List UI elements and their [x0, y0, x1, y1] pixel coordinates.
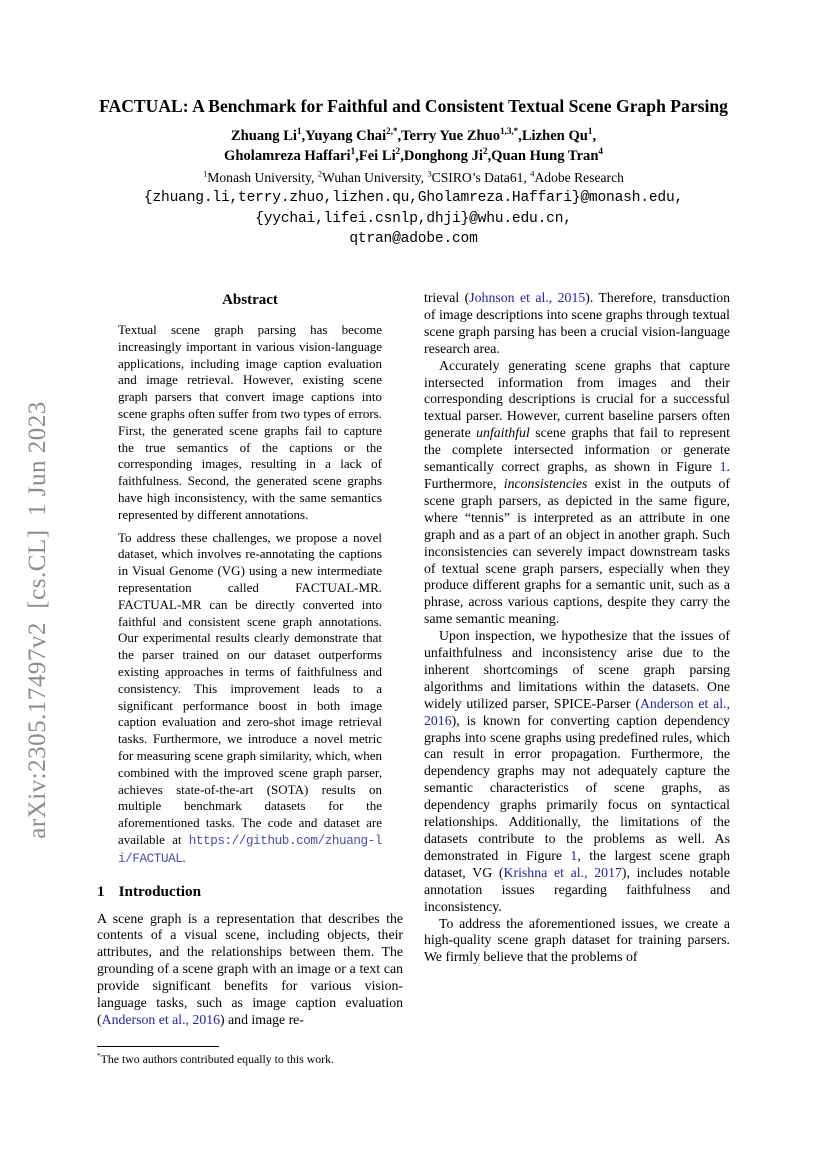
section-title: Introduction — [118, 882, 202, 900]
emphasis-text: unfaithful — [476, 425, 530, 441]
right-paragraph-2 — [424, 358, 730, 629]
citation-link[interactable]: Johnson et al., 2015 — [469, 290, 586, 305]
text-run: Accurately generating scene graphs that capture intersected information from images and their corresponding descriptions is crucial for a successful textual parser. However, current baseline parsers often generate — [424, 357, 730, 441]
text-run: Gholamreza Haffari — [224, 148, 351, 165]
right-paragraph-1 — [424, 290, 730, 358]
section-number: 1 — [97, 882, 105, 900]
author-block — [97, 126, 730, 166]
text-run: exist in the outputs of scene graph parsers, as depicted in the same figure, where “tennis” is interpreted as an attribute in one graph and as a part of an object in another graph. Such inconsistencies can severely impact downstream tasks of textual scene graph parsers, especially when they produce different graphs for a semantic unit, such as a phrase, across various captions, despite they carry the same semantic meaning. — [424, 475, 730, 627]
abstract-paragraph-1 — [118, 322, 382, 524]
paper-title: FACTUAL: A Benchmark for Faithful and Consistent Textual Scene Graph Parsing — [99, 96, 728, 116]
text-run: ), includes notable annotation issues regarding faithfulness and inconsistency. — [424, 864, 731, 914]
text-run: ,Donghong Ji — [400, 148, 483, 165]
author-line-1 — [97, 126, 730, 146]
text-run: The two authors contributed equally to this work. — [100, 1052, 334, 1066]
superscript: 1 — [587, 126, 593, 137]
text-run: Textual scene graph parsing has become increasingly important in various vision-language applications, including image caption evaluation and image retrieval. However, existing scene graph parsers that convert image captions into scene graphs often suffer from two types of errors. First, the generated scene graphs fail to capture the true semantics of the captions or the corresponding images, resulting in a lack of faithfulness. Second, the generated scene graphs have high inconsistency, with the same semantics represented by different annotations. — [118, 322, 382, 522]
text-run: ). Therefore, transduction of image descriptions into scene graphs through textual scene graph parsing has been a crucial vision-language research area. — [424, 290, 730, 356]
text-run: ,Quan Hung Tran — [487, 148, 599, 165]
text-run: , — [592, 128, 597, 145]
footnote — [97, 1046, 403, 1066]
text-run: A scene graph is a representation that describes the contents of a visual scene, including objects, their attributes, and the relationships between them. The grounding of a scene graph with an image or a text can provide significant benefits for various vision-language tasks, such as image caption evaluation ( — [97, 910, 403, 1027]
footnote-rule — [97, 1046, 219, 1047]
email-line-1: {zhuang.li,terry.zhuo,lizhen.qu,Gholamreza.Haffari}@monash.edu, — [143, 190, 684, 207]
author-line-2 — [97, 146, 730, 166]
superscript: 2 — [482, 146, 488, 157]
text-run: ,Terry Yue Zhuo — [397, 128, 501, 145]
text-run: ) and image re- — [220, 1011, 304, 1027]
text-run: Upon inspection, we hypothesize that the issues of unfaithfulness and inconsistency arise due to the inherent shortcomings of scene graph parsing algorithms and limitations within the datasets. One widely utilized parser, SPICE-Parser ( — [424, 628, 730, 711]
text-run: ,Lizhen Qu — [518, 128, 588, 145]
superscript: * — [97, 1051, 101, 1061]
superscript: 2 — [395, 146, 401, 157]
superscript: 4 — [598, 146, 603, 157]
left-column — [97, 292, 403, 1029]
superscript: 1 — [203, 168, 208, 179]
code-url-link[interactable]: https://github.com/zhuang-li/FACTUAL — [118, 833, 382, 866]
citation-link[interactable]: 1 — [719, 459, 727, 475]
text-run: Adobe Research — [534, 170, 624, 186]
abstract-section — [118, 292, 382, 868]
emphasis-text: inconsistencies — [503, 475, 588, 491]
text-run: ,Fei Li — [355, 148, 396, 165]
abstract-paragraph-2 — [118, 530, 382, 868]
text-run: , the largest scene graph dataset, VG ( — [424, 847, 730, 880]
text-run: To address the aforementioned issues, we create a high-quality scene graph dataset for training parsers. We firmly believe that the problems of — [424, 915, 730, 965]
superscript: 2,* — [386, 126, 398, 137]
footnote-text — [97, 1052, 403, 1066]
superscript: 4 — [530, 168, 535, 179]
section-heading-introduction — [97, 883, 403, 901]
citation-link[interactable]: 1 — [570, 847, 578, 863]
text-run: CSIRO’s Data61, — [431, 170, 531, 186]
text-run: Monash University, — [207, 170, 318, 186]
superscript: 1,3,* — [500, 126, 519, 137]
paper-header — [97, 95, 730, 250]
text-run: scene graphs that fail to represent the complete intersected information or generate semantically correct graphs, as shown in Figure — [424, 425, 730, 475]
superscript: 2 — [317, 168, 323, 179]
text-run: trieval ( — [424, 290, 470, 305]
intro-paragraph-left — [97, 911, 403, 1029]
text-run: To address these challenges, we propose a novel dataset, which involves re-annotating the captions in Visual Genome (VG) using a new intermediate representation called FACTUAL-MR. FACTUAL-MR can be directly converted into faithful and consistent scene graph annotations. Our experimental results clearly demonstrate that the parser trained on our dataset outperforms existing approaches in terms of faithfulness and consistency. This improvement leads to a significant performance boost in both image caption evaluation and zero-shot image retrieval tasks. Furthermore, we introduce a novel metric for measuring scene graph similarity, which, when combined with the improved scene graph parser, achieves state-of-the-art (SOTA) results on multiple benchmark datasets for the aforementioned tasks. The code and dataset are available at — [118, 529, 382, 847]
text-run: Zhuang Li — [230, 128, 297, 145]
right-paragraph-3 — [424, 628, 730, 915]
text-run: . — [182, 849, 186, 865]
affiliations-line — [97, 168, 730, 187]
text-run: ), is known for converting caption dependency graphs into scene graphs using predefined rules, which can result in error propagation. Furthermore, the dependency graphs may not adequately capture the semantic characteristics of scene graphs, as dependency graphs primarily focus on syntactical relationships. Additionally, the limitations of the datasets contribute to the problems as well. As demonstrated in Figure — [424, 712, 730, 863]
email-block — [97, 188, 730, 250]
text-run: . Furthermore, — [424, 459, 730, 491]
superscript: 1 — [297, 126, 302, 137]
text-run: ,Yuyang Chai — [301, 128, 387, 145]
right-column — [424, 290, 730, 966]
email-line-3: qtran@adobe.com — [349, 231, 478, 248]
citation-link[interactable]: Krishna et al., 2017 — [503, 864, 622, 880]
citation-link[interactable]: Anderson et al., 2016 — [101, 1011, 221, 1027]
right-paragraph-4 — [424, 916, 730, 967]
abstract-heading: Abstract — [222, 292, 278, 308]
text-run: Wuhan University, — [322, 170, 428, 186]
superscript: 1 — [350, 146, 356, 157]
email-line-2: {yychai,lifei.csnlp,dhji}@whu.edu.cn, — [255, 210, 572, 227]
citation-link[interactable]: Anderson et al., 2016 — [424, 695, 730, 728]
superscript: 3 — [427, 168, 432, 179]
arxiv-watermark-label: arXiv:2305.17497v2 [cs.CL] 1 Jun 2023 — [24, 401, 51, 839]
